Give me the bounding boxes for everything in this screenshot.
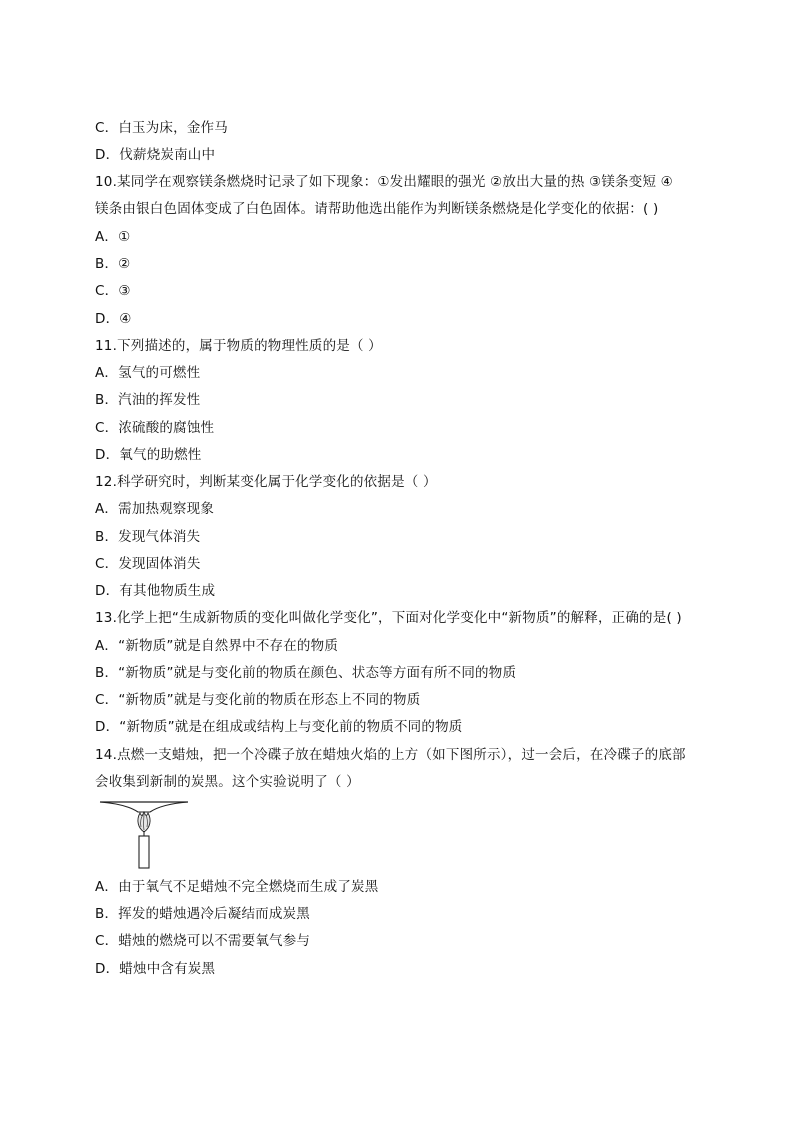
q10-option-d: D．④ xyxy=(95,311,132,327)
q12-option-a: A．需加热观察现象 xyxy=(95,501,215,517)
q14-stem-line1: 14.点燃一支蜡烛，把一个冷碟子放在蜡烛火焰的上方（如下图所示），过一会后，在冷碟子的底部 xyxy=(95,747,686,763)
q11-option-a: A．氢气的可燃性 xyxy=(95,365,201,381)
q12-option-c: C．发现固体消失 xyxy=(95,556,201,572)
q14-option-b: B．挥发的蜡烛遇冷后凝结而成炭黑 xyxy=(95,906,310,922)
q13-option-c: C．“新物质”就是与变化前的物质在形态上不同的物质 xyxy=(95,692,421,708)
q10-option-a: A．① xyxy=(95,229,131,245)
q12-option-b: B．发现气体消失 xyxy=(95,529,201,545)
q10-option-c: C．③ xyxy=(95,283,131,299)
q13-option-d: D．“新物质”就是在组成或结构上与变化前的物质不同的物质 xyxy=(95,719,463,735)
q13-option-b: B．“新物质”就是与变化前的物质在颜色、状态等方面有所不同的物质 xyxy=(95,665,517,681)
q11-option-c: C．浓硫酸的腐蚀性 xyxy=(95,420,215,436)
q14-option-c: C．蜡烛的燃烧可以不需要氧气参与 xyxy=(95,933,311,949)
q12-option-d: D．有其他物质生成 xyxy=(95,583,216,599)
q10-stem-line2: 镁条由银白色固体变成了白色固体。请帮助他选出能作为判断镁条燃烧是化学变化的依据：( ) xyxy=(95,201,659,217)
q14-stem-line2: 会收集到新制的炭黑。这个实验说明了（ ） xyxy=(95,774,360,790)
q9-option-d: D．伐薪烧炭南山中 xyxy=(95,147,216,163)
q12-stem: 12.科学研究时，判断某变化属于化学变化的依据是（ ） xyxy=(95,474,437,490)
q14-option-d: D．蜡烛中含有炭黑 xyxy=(95,961,216,977)
q11-stem: 11.下列描述的，属于物质的物理性质的是（ ） xyxy=(95,338,382,354)
q13-option-a: A．“新物质”就是自然界中不存在的物质 xyxy=(95,638,339,654)
candle xyxy=(139,836,149,868)
q13-stem: 13.化学上把“生成新物质的变化叫做化学变化”，下面对化学变化中“新物质”的解释，正确的是( ) xyxy=(95,610,682,626)
candle-flame xyxy=(138,812,150,836)
candle-dish-figure xyxy=(96,800,192,870)
q9-option-c: C．白玉为床，金作马 xyxy=(95,120,228,136)
q14-option-a: A．由于氧气不足蜡烛不完全燃烧而生成了炭黑 xyxy=(95,879,379,895)
cold-dish xyxy=(100,802,188,812)
q10-option-b: B．② xyxy=(95,256,131,272)
q11-option-d: D．氧气的助燃性 xyxy=(95,447,202,463)
q11-option-b: B．汽油的挥发性 xyxy=(95,392,201,408)
q10-stem-line1: 10.某同学在观察镁条燃烧时记录了如下现象：①发出耀眼的强光 ②放出大量的热 ③镁条变短 ④ xyxy=(95,174,673,190)
